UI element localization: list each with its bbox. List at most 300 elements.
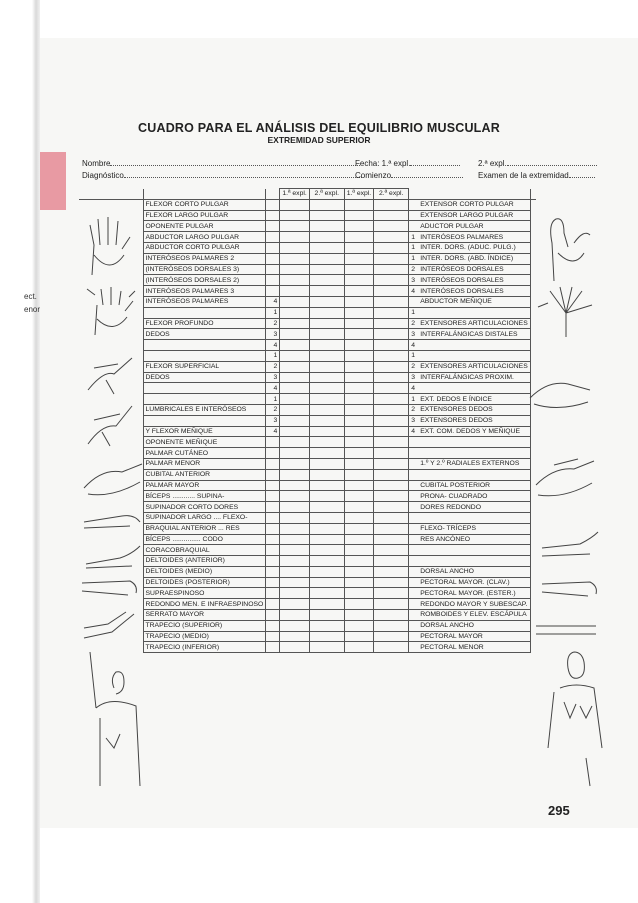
diagnostico-field[interactable] [82, 171, 362, 180]
score-cell[interactable] [280, 253, 309, 264]
score-cell[interactable] [280, 404, 309, 415]
right-muscle-cell [409, 329, 531, 340]
right-muscle-label: EXTENSOR CORTO PULGAR [420, 201, 514, 209]
left-muscle-cell: (INTERÓSEOS DORSALES 3) [143, 264, 266, 275]
score-cell[interactable] [280, 286, 309, 297]
figure-cell [79, 199, 143, 210]
score-cell[interactable] [309, 340, 344, 351]
score-cell[interactable] [280, 307, 309, 318]
left-muscle-cell: DEDOS [143, 329, 266, 340]
left-muscle-cell: DELTOIDES (ANTERIOR) [143, 556, 266, 567]
score-cell[interactable] [280, 642, 309, 653]
figure-cell [530, 577, 536, 588]
score-cell[interactable] [344, 502, 373, 513]
score-cell[interactable] [280, 610, 309, 621]
score-cell[interactable] [309, 642, 344, 653]
score-cell[interactable] [309, 534, 344, 545]
score-cell[interactable] [309, 502, 344, 513]
score-cell[interactable] [280, 448, 309, 459]
right-muscle-label: CUBITAL POSTERIOR [420, 481, 491, 489]
score-cell[interactable] [374, 286, 409, 297]
table-row [79, 534, 536, 545]
score-cell[interactable] [374, 307, 409, 318]
fecha-field[interactable] [355, 159, 460, 168]
score-cell[interactable] [309, 307, 344, 318]
right-muscle-cell [409, 556, 531, 567]
score-cell[interactable] [309, 426, 344, 437]
score-cell[interactable] [344, 599, 373, 610]
score-cell[interactable] [280, 534, 309, 545]
score-cell[interactable] [280, 458, 309, 469]
score-cell[interactable] [374, 480, 409, 491]
score-cell[interactable] [374, 631, 409, 642]
score-cell[interactable] [344, 458, 373, 469]
right-muscle-cell [409, 642, 531, 653]
right-muscle-label: RES ANCÓNEO [420, 535, 471, 543]
table-row [79, 307, 536, 318]
score-cell[interactable] [374, 556, 409, 567]
hand-thumb-ext-figure [534, 213, 594, 283]
score-cell[interactable] [309, 512, 344, 523]
left-muscle-cell: FLEXOR CORTO PULGAR [143, 199, 266, 210]
right-muscle-label: PRONA- CUADRADO [420, 492, 488, 500]
score-cell[interactable] [344, 253, 373, 264]
score-cell[interactable] [374, 329, 409, 340]
score-cell[interactable] [374, 404, 409, 415]
score-cell[interactable] [309, 253, 344, 264]
left-muscle-cell [143, 350, 266, 361]
finger-number: 1 [411, 244, 415, 252]
table-row [79, 480, 536, 491]
score-cell[interactable] [374, 534, 409, 545]
score-cell[interactable] [309, 577, 344, 588]
page-number: 295 [548, 803, 570, 818]
score-cell[interactable] [309, 545, 344, 556]
table-row [79, 329, 536, 340]
finger-number-cell: 4 [266, 296, 280, 307]
finger-number-cell [266, 620, 280, 631]
score-cell[interactable] [344, 372, 373, 383]
finger-number: 2 [411, 363, 415, 371]
finger-number-cell [266, 232, 280, 243]
table-row [79, 512, 536, 523]
score-cell[interactable] [280, 556, 309, 567]
score-cell[interactable] [309, 286, 344, 297]
finger-number: 2 [411, 319, 415, 327]
finger-number: 3 [411, 373, 415, 381]
table-row [79, 232, 536, 243]
right-muscle-cell [409, 350, 531, 361]
score-cell[interactable] [309, 491, 344, 502]
score-cell[interactable] [280, 296, 309, 307]
score-cell[interactable] [344, 620, 373, 631]
score-cell[interactable] [344, 394, 373, 405]
score-cell[interactable] [374, 437, 409, 448]
right-muscle-label: INTER. DORS. (ABD. ÍNDICE) [420, 255, 514, 263]
right-muscle-cell [409, 534, 531, 545]
score-cell[interactable] [344, 383, 373, 394]
score-cell[interactable] [374, 610, 409, 621]
comienzo-label: Comienzo [355, 171, 392, 180]
score-cell[interactable] [280, 577, 309, 588]
score-cell[interactable] [280, 480, 309, 491]
score-cell[interactable] [374, 491, 409, 502]
score-cell[interactable] [309, 610, 344, 621]
table-row [79, 286, 536, 297]
right-muscle-cell [409, 372, 531, 383]
score-cell[interactable] [344, 469, 373, 480]
score-cell[interactable] [280, 620, 309, 631]
score-cell[interactable] [344, 610, 373, 621]
score-cell[interactable] [309, 556, 344, 567]
score-cell[interactable] [309, 199, 344, 210]
score-cell[interactable] [374, 545, 409, 556]
left-muscle-cell [143, 383, 266, 394]
score-cell[interactable] [374, 340, 409, 351]
table-row [79, 210, 536, 221]
score-cell[interactable] [344, 437, 373, 448]
right-muscle-cell [409, 631, 531, 642]
score-cell[interactable] [374, 577, 409, 588]
right-muscle-label: EXTENSORES DEDOS [420, 417, 493, 425]
score-cell[interactable] [344, 210, 373, 221]
score-cell[interactable] [344, 480, 373, 491]
figure-cell [530, 502, 536, 513]
table-row [79, 588, 536, 599]
score-cell[interactable] [344, 350, 373, 361]
score-cell[interactable] [280, 242, 309, 253]
right-muscle-label: ABDUCTOR MEÑIQUE [420, 298, 492, 306]
score-cell[interactable] [344, 631, 373, 642]
score-cell[interactable] [374, 415, 409, 426]
right-muscle-label: EXTENSOR LARGO PULGAR [420, 211, 514, 219]
score-cell[interactable] [374, 523, 409, 534]
score-cell[interactable] [374, 566, 409, 577]
score-cell[interactable] [344, 534, 373, 545]
score-cell[interactable] [309, 264, 344, 275]
col-header: 1.ª expl. [344, 189, 373, 200]
score-cell[interactable] [309, 361, 344, 372]
left-muscle-cell: INTERÓSEOS PALMARES 2 [143, 253, 266, 264]
score-cell[interactable] [344, 566, 373, 577]
figure-cell [530, 523, 536, 534]
exp2-field[interactable] [478, 159, 597, 168]
side-note-2: enor [24, 305, 41, 314]
left-muscle-cell [143, 307, 266, 318]
score-cell[interactable] [309, 631, 344, 642]
score-cell[interactable] [344, 415, 373, 426]
score-cell[interactable] [344, 318, 373, 329]
score-cell[interactable] [309, 480, 344, 491]
figure-cell [530, 415, 536, 426]
score-cell[interactable] [344, 286, 373, 297]
score-cell[interactable] [344, 491, 373, 502]
table-row [79, 372, 536, 383]
left-muscle-cell: PALMAR MENOR [143, 458, 266, 469]
finger-number: 3 [411, 330, 415, 338]
right-muscle-cell [409, 221, 531, 232]
score-cell[interactable] [374, 383, 409, 394]
finger-number-cell [266, 534, 280, 545]
left-muscle-cell: SUPINADOR CORTO DORES [143, 502, 266, 513]
score-cell[interactable] [309, 404, 344, 415]
score-cell[interactable] [344, 588, 373, 599]
score-cell[interactable] [309, 415, 344, 426]
score-cell[interactable] [309, 221, 344, 232]
score-cell[interactable] [344, 361, 373, 372]
score-cell[interactable] [374, 221, 409, 232]
right-muscle-cell [409, 620, 531, 631]
finger-number-cell: 1 [266, 394, 280, 405]
score-cell[interactable] [280, 523, 309, 534]
chapter-tab [40, 152, 66, 210]
score-cell[interactable] [309, 242, 344, 253]
figure-cell [530, 426, 536, 437]
forearm-supination-figure [80, 575, 140, 601]
col-header: 2.ª expl. [374, 189, 409, 200]
score-cell[interactable] [280, 502, 309, 513]
score-cell[interactable] [280, 588, 309, 599]
score-cell[interactable] [374, 458, 409, 469]
finger-number-cell [266, 242, 280, 253]
score-cell[interactable] [344, 642, 373, 653]
score-cell[interactable] [280, 372, 309, 383]
fecha-label: Fecha: 1.ª expl. [355, 159, 411, 168]
nombre-label: Nombre [82, 159, 111, 168]
score-cell[interactable] [309, 588, 344, 599]
figure-cell [530, 361, 536, 372]
score-cell[interactable] [344, 264, 373, 275]
score-cell[interactable] [280, 361, 309, 372]
score-cell[interactable] [309, 329, 344, 340]
score-cell[interactable] [374, 599, 409, 610]
left-muscle-cell: TRAPECIO (SUPERIOR) [143, 620, 266, 631]
right-muscle-cell [409, 383, 531, 394]
score-cell[interactable] [374, 318, 409, 329]
score-cell[interactable] [309, 620, 344, 631]
table-row [79, 556, 536, 567]
score-cell[interactable] [344, 404, 373, 415]
score-cell[interactable] [374, 275, 409, 286]
score-cell[interactable] [344, 340, 373, 351]
score-cell[interactable] [309, 318, 344, 329]
table-row [79, 394, 536, 405]
score-cell[interactable] [309, 372, 344, 383]
score-cell[interactable] [280, 329, 309, 340]
score-cell[interactable] [344, 329, 373, 340]
right-muscle-label: ROMBOIDES Y ELEV. ESCÁPULA [420, 611, 527, 619]
score-cell[interactable] [280, 318, 309, 329]
score-cell[interactable] [280, 383, 309, 394]
score-cell[interactable] [374, 426, 409, 437]
finger-number-cell: 2 [266, 361, 280, 372]
score-cell[interactable] [374, 502, 409, 513]
score-cell[interactable] [309, 383, 344, 394]
score-cell[interactable] [280, 631, 309, 642]
score-cell[interactable] [344, 307, 373, 318]
score-cell[interactable] [280, 275, 309, 286]
score-cell[interactable] [280, 469, 309, 480]
score-cell[interactable] [344, 545, 373, 556]
finger-number-cell [266, 221, 280, 232]
right-muscle-cell [409, 296, 531, 307]
right-muscle-cell [409, 318, 531, 329]
table-row [79, 631, 536, 642]
score-cell[interactable] [344, 426, 373, 437]
left-muscle-cell: PALMAR MAYOR [143, 480, 266, 491]
score-cell[interactable] [280, 545, 309, 556]
score-cell[interactable] [309, 350, 344, 361]
col-header: 2.ª expl. [309, 189, 344, 200]
table-row [79, 426, 536, 437]
right-muscle-label: INTERFALÁNGICAS PROXIM. [420, 373, 514, 381]
finger-superficial-figure [82, 400, 138, 450]
score-cell[interactable] [374, 199, 409, 210]
score-cell[interactable] [309, 599, 344, 610]
left-muscle-cell [143, 394, 266, 405]
score-cell[interactable] [280, 350, 309, 361]
table-row [79, 599, 536, 610]
score-cell[interactable] [280, 394, 309, 405]
finger-number-cell: 2 [266, 404, 280, 415]
score-cell[interactable] [280, 415, 309, 426]
right-muscle-label: DORES REDONDO [420, 503, 482, 511]
score-cell[interactable] [374, 620, 409, 631]
table-row [79, 577, 536, 588]
table-row [79, 502, 536, 513]
score-cell[interactable] [280, 491, 309, 502]
finger-number-cell [266, 631, 280, 642]
score-cell[interactable] [374, 264, 409, 275]
score-cell[interactable] [344, 242, 373, 253]
score-cell[interactable] [344, 296, 373, 307]
score-cell[interactable] [374, 394, 409, 405]
score-cell[interactable] [374, 588, 409, 599]
score-cell[interactable] [309, 469, 344, 480]
score-cell[interactable] [374, 253, 409, 264]
score-cell[interactable] [344, 232, 373, 243]
table-row [79, 545, 536, 556]
right-muscle-label: EXT. COM. DEDOS Y MEÑIQUE [420, 427, 521, 435]
score-cell[interactable] [280, 199, 309, 210]
right-muscle-label: PECTORAL MAYOR [420, 633, 483, 641]
figure-cell [530, 588, 536, 599]
score-cell[interactable] [309, 394, 344, 405]
score-cell[interactable] [374, 361, 409, 372]
comienzo-field[interactable] [355, 171, 463, 180]
left-muscle-cell: CUBITAL ANTERIOR [143, 469, 266, 480]
right-muscle-cell [409, 394, 531, 405]
finger-number: 3 [411, 417, 415, 425]
right-muscle-cell [409, 480, 531, 491]
score-cell[interactable] [374, 296, 409, 307]
finger-number-cell [266, 610, 280, 621]
score-cell[interactable] [280, 512, 309, 523]
score-cell[interactable] [309, 566, 344, 577]
score-cell[interactable] [374, 210, 409, 221]
left-muscle-cell: DELTOIDES (MEDIO) [143, 566, 266, 577]
elbow-flexion-figure [82, 610, 142, 642]
score-cell[interactable] [309, 275, 344, 286]
nombre-field[interactable] [82, 159, 360, 168]
finger-number: 1 [411, 255, 415, 263]
score-cell[interactable] [374, 469, 409, 480]
score-cell[interactable] [374, 512, 409, 523]
score-cell[interactable] [280, 221, 309, 232]
right-muscle-cell [409, 458, 531, 469]
score-cell[interactable] [344, 221, 373, 232]
finger-number: 4 [411, 287, 415, 295]
figure-cell [530, 340, 536, 351]
right-muscle-cell [409, 512, 531, 523]
left-muscle-cell: OPONENTE MEÑIQUE [143, 437, 266, 448]
score-cell[interactable] [344, 275, 373, 286]
finger-number-cell [266, 275, 280, 286]
examen-field[interactable] [478, 171, 595, 180]
table-row [79, 620, 536, 631]
score-cell[interactable] [280, 437, 309, 448]
score-cell[interactable] [374, 448, 409, 459]
score-cell[interactable] [374, 232, 409, 243]
left-muscle-cell: (INTERÓSEOS DORSALES 2) [143, 275, 266, 286]
table-row [79, 404, 536, 415]
score-cell[interactable] [280, 264, 309, 275]
left-muscle-cell: FLEXOR PROFUNDO [143, 318, 266, 329]
table-row [79, 253, 536, 264]
score-cell[interactable] [309, 458, 344, 469]
right-muscle-label: PECTORAL MAYOR. (ESTER.) [420, 589, 516, 597]
score-cell[interactable] [280, 426, 309, 437]
score-cell[interactable] [344, 199, 373, 210]
score-cell[interactable] [280, 340, 309, 351]
score-cell[interactable] [309, 210, 344, 221]
finger-number-cell [266, 469, 280, 480]
score-cell[interactable] [374, 642, 409, 653]
score-cell[interactable] [309, 296, 344, 307]
score-cell[interactable] [374, 350, 409, 361]
score-cell[interactable] [374, 372, 409, 383]
left-muscle-cell: FLEXOR LARGO PULGAR [143, 210, 266, 221]
score-cell[interactable] [374, 242, 409, 253]
score-cell[interactable] [309, 523, 344, 534]
left-muscle-cell: TRAPECIO (INFERIOR) [143, 642, 266, 653]
score-cell[interactable] [344, 556, 373, 567]
table-row [79, 469, 536, 480]
left-muscle-cell: FLEXOR SUPERFICIAL [143, 361, 266, 372]
figure-cell [530, 642, 536, 653]
score-cell[interactable] [280, 599, 309, 610]
score-cell[interactable] [309, 448, 344, 459]
score-cell[interactable] [280, 566, 309, 577]
finger-number-cell [266, 210, 280, 221]
finger-number-cell [266, 448, 280, 459]
finger-number: 1 [411, 352, 415, 360]
score-cell[interactable] [280, 210, 309, 221]
muscle-balance-table [79, 188, 536, 653]
score-cell[interactable] [309, 437, 344, 448]
left-muscle-cell: DEDOS [143, 372, 266, 383]
score-cell[interactable] [344, 523, 373, 534]
score-cell[interactable] [344, 512, 373, 523]
finger-number: 1 [411, 395, 415, 403]
score-cell[interactable] [309, 232, 344, 243]
score-cell[interactable] [344, 577, 373, 588]
right-muscle-label: PECTORAL MENOR [420, 643, 484, 651]
table-row [79, 523, 536, 534]
score-cell[interactable] [344, 448, 373, 459]
score-cell[interactable] [280, 232, 309, 243]
right-muscle-label: INTERÓSEOS DORSALES [420, 287, 504, 295]
